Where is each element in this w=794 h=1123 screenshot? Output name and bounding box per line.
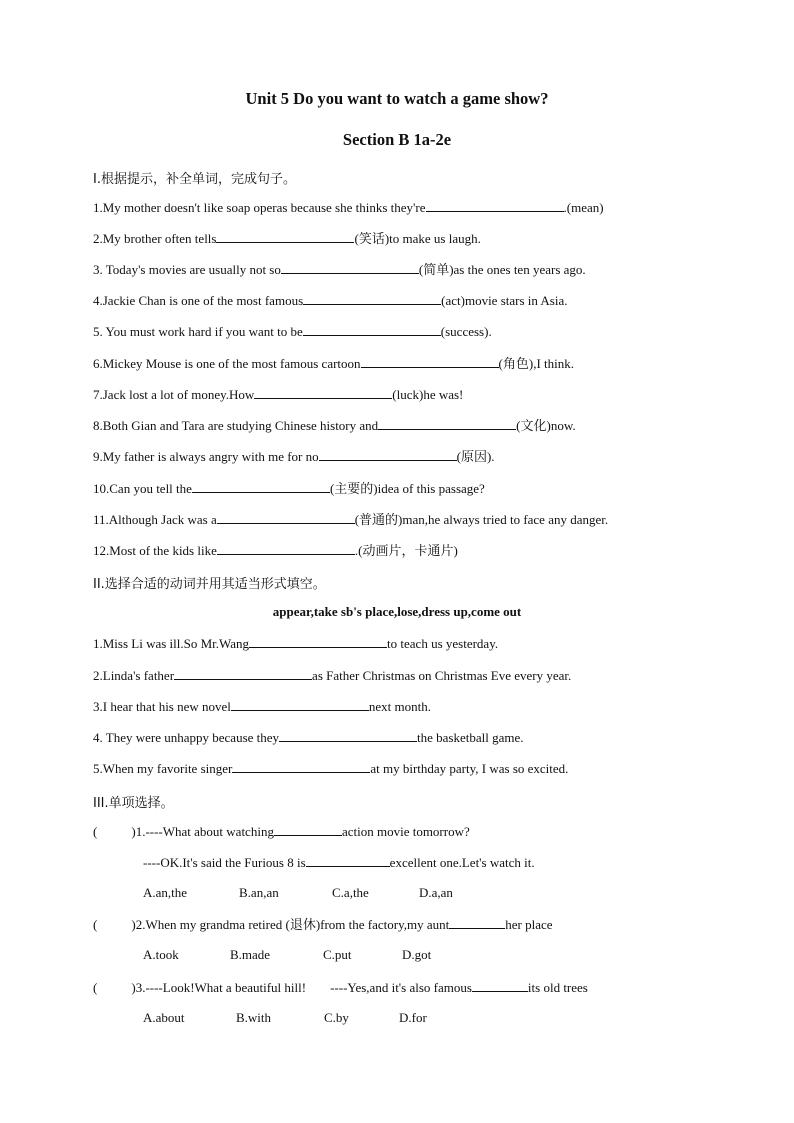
answer-blank[interactable] — [192, 480, 330, 493]
option-a[interactable]: A.took — [143, 947, 179, 962]
option-d[interactable]: D.got — [402, 947, 432, 962]
answer-blank[interactable] — [217, 542, 355, 555]
answer-blank[interactable] — [426, 199, 564, 212]
part1-item: 12.Most of the kids like .(动画片，卡通片) — [93, 543, 458, 558]
answer-blank[interactable] — [274, 823, 342, 836]
part1-item: 3. Today's movies are usually not so (简单)as the ones ten years ago. — [93, 262, 586, 277]
part1-item: 7.Jack lost a lot of money.How (luck)he was! — [93, 387, 464, 402]
part1-item: 6.Mickey Mouse is one of the most famous cartoon (角色),I think. — [93, 356, 575, 371]
answer-blank[interactable] — [281, 261, 419, 274]
mc-question: ( )1.----What about watching action movie tomorrow? — [93, 824, 470, 839]
answer-blank[interactable] — [174, 667, 312, 680]
option-d[interactable]: D.for — [399, 1010, 427, 1025]
option-c[interactable]: C.a,the — [332, 885, 369, 900]
option-b[interactable]: B.an,an — [239, 885, 279, 900]
option-d[interactable]: D.a,an — [419, 885, 453, 900]
part2-item: 1.Miss Li was ill.So Mr.Wang to teach us yesterday. — [93, 636, 499, 651]
answer-blank[interactable] — [249, 635, 387, 648]
option-c[interactable]: C.put — [323, 947, 352, 962]
answer-blank[interactable] — [472, 979, 528, 992]
part1-item: 2.My brother often tells (笑话)to make us laugh. — [93, 231, 481, 246]
answer-blank[interactable] — [232, 760, 370, 773]
part2-item: 4. They were unhappy because they the basketball game. — [93, 730, 524, 745]
answer-blank[interactable] — [279, 729, 417, 742]
answer-blank[interactable] — [306, 854, 390, 867]
part1-item: 11.Although Jack was a (普通的)man,he always tried to face any danger. — [93, 512, 609, 527]
answer-blank[interactable] — [361, 355, 499, 368]
answer-blank[interactable] — [254, 386, 392, 399]
answer-blank[interactable] — [449, 916, 505, 929]
answer-blank[interactable] — [231, 698, 369, 711]
option-a[interactable]: A.an,the — [143, 885, 188, 900]
page-subtitle: Section B 1a-2e — [342, 130, 452, 149]
part2-item: 2.Linda's father as Father Christmas on Christmas Eve every year. — [93, 668, 572, 683]
part1-heading: I.根据提示，补全单词，完成句子。 — [93, 172, 296, 187]
word-bank: appear,take sb's place,lose,dress up,come out — [272, 604, 522, 619]
mc-question: ( )3.----Look!What a beautiful hill! ----Yes,and it's also famous its old trees — [93, 980, 588, 995]
answer-blank[interactable] — [216, 230, 354, 243]
answer-blank[interactable] — [319, 448, 457, 461]
part1-item: 4.Jackie Chan is one of the most famous (act)movie stars in Asia. — [93, 293, 568, 308]
part2-item: 5.When my favorite singer at my birthday party, I was so excited. — [93, 761, 569, 776]
answer-blank[interactable] — [217, 511, 355, 524]
mc-question: ( )2.When my grandma retired (退休)from the factory,my aunt her place — [93, 917, 553, 932]
option-c[interactable]: C.by — [324, 1010, 349, 1025]
part2-heading: II.选择合适的动词并用其适当形式填空。 — [93, 577, 326, 592]
page-title: Unit 5 Do you want to watch a game show? — [245, 89, 549, 108]
mc-question-continuation: ----OK.It's said the Furious 8 is excellent one.Let's watch it. — [143, 855, 535, 870]
part1-item: 5. You must work hard if you want to be (success). — [93, 324, 492, 339]
part3-heading: III.单项选择。 — [93, 796, 174, 811]
answer-blank[interactable] — [378, 417, 516, 430]
part1-item: 1.My mother doesn't like soap operas because she thinks they're .(mean) — [93, 200, 604, 215]
answer-blank[interactable] — [303, 323, 441, 336]
answer-blank[interactable] — [303, 292, 441, 305]
part1-item: 8.Both Gian and Tara are studying Chinese history and (文化)now. — [93, 418, 576, 433]
part2-item: 3.I hear that his new novel next month. — [93, 699, 432, 714]
option-b[interactable]: B.with — [236, 1010, 272, 1025]
part1-item: 9.My father is always angry with me for no (原因). — [93, 449, 495, 464]
option-b[interactable]: B.made — [230, 947, 271, 962]
option-a[interactable]: A.about — [143, 1010, 185, 1025]
part1-item: 10.Can you tell the (主要的)idea of this passage? — [93, 481, 485, 496]
